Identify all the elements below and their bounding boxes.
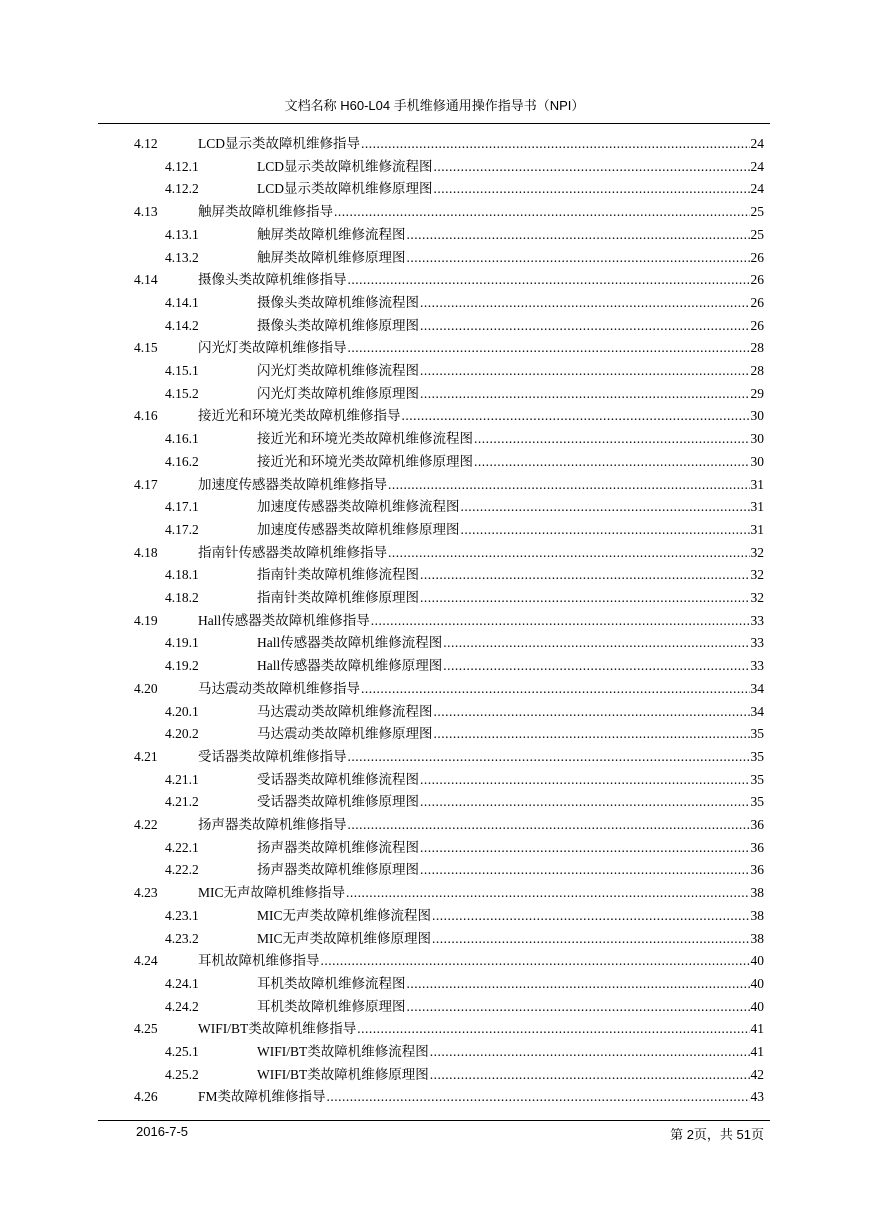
toc-entry-title: 加速度传感器类故障机维修指导 (198, 476, 387, 492)
toc-entry[interactable] (165, 996, 764, 1018)
toc-entry-page: 25 (750, 226, 764, 242)
toc-entry[interactable] (134, 269, 764, 291)
toc-entry-number: 4.16 (134, 408, 158, 424)
toc-dot-leader (430, 1064, 750, 1086)
toc-entry-title: 耳机故障机维修指导 (198, 953, 320, 969)
toc-entry-number: 4.16.1 (165, 431, 199, 447)
toc-entry-number: 4.20.2 (165, 726, 199, 742)
toc-entry-number: 4.19 (134, 612, 158, 628)
toc-entry-number: 4.22.2 (165, 862, 199, 878)
toc-entry-page: 35 (750, 726, 764, 742)
toc-entry-number: 4.16.2 (165, 453, 199, 469)
toc-entry-page: 30 (750, 453, 764, 469)
toc-entry-page: 28 (750, 363, 764, 378)
toc-entry-title: Hall传感器类故障机维修流程图 (257, 635, 443, 651)
toc-dot-leader (432, 928, 749, 950)
toc-dot-leader (420, 564, 750, 586)
toc-entry-title: 扬声器类故障机维修指导 (198, 817, 347, 832)
toc-entry-title: 马达震动类故障机维修指导 (198, 680, 360, 696)
toc-entry-number: 4.23.2 (165, 930, 199, 946)
toc-entry-title: 指南针类故障机维修原理图 (257, 590, 419, 605)
toc-entry-number: 4.14.2 (165, 317, 199, 333)
toc-entry[interactable] (165, 519, 764, 541)
toc-entry-title: 接近光和环境光类故障机维修流程图 (257, 431, 473, 447)
toc-entry-number: 4.19.1 (165, 635, 199, 651)
toc-entry-title: 接近光和环境光类故障机维修原理图 (257, 453, 473, 469)
toc-dot-leader (420, 360, 750, 382)
toc-dot-leader (361, 678, 750, 700)
toc-entry[interactable] (165, 428, 764, 450)
toc-dot-leader (348, 746, 750, 768)
toc-entry-page: 30 (750, 408, 764, 424)
toc-entry-page: 40 (750, 998, 764, 1014)
toc-entry-number: 4.14.1 (165, 294, 199, 310)
toc-entry[interactable] (165, 292, 764, 314)
toc-entry[interactable] (165, 973, 764, 995)
toc-entry[interactable] (134, 405, 764, 427)
toc-entry-page: 33 (750, 612, 764, 628)
toc-dot-leader (407, 973, 750, 995)
toc-dot-leader (334, 201, 750, 223)
toc-dot-leader (420, 837, 750, 859)
toc-entry-page: 42 (750, 1066, 764, 1082)
toc-entry-number: 4.18.2 (165, 590, 199, 605)
toc-dot-leader (361, 133, 750, 155)
toc-dot-leader (434, 156, 750, 178)
toc-entry-number: 4.15.1 (165, 363, 199, 378)
toc-entry[interactable] (165, 315, 764, 337)
toc-dot-leader (348, 269, 750, 291)
toc-entry-title: WIFI/BT类故障机维修流程图 (257, 1044, 429, 1059)
footer-date: 2016-7-5 (136, 1124, 189, 1139)
toc-entry[interactable] (165, 587, 764, 609)
toc-entry-page: 32 (750, 590, 764, 605)
toc-entry-title: 耳机类故障机维修流程图 (257, 975, 406, 991)
toc-entry[interactable] (134, 950, 764, 972)
toc-entry-page: 32 (750, 544, 764, 560)
toc-entry-page: 36 (750, 839, 764, 855)
toc-dot-leader (434, 701, 750, 723)
document-header-title: 文档名称 H60-L04 手机维修通用操作指导书（NPI） (284, 98, 585, 113)
toc-dot-leader (348, 337, 750, 359)
toc-dot-leader (443, 632, 749, 654)
toc-entry-title: 摄像头类故障机维修流程图 (257, 294, 419, 310)
toc-dot-leader (420, 383, 750, 405)
toc-entry[interactable] (134, 814, 764, 836)
toc-entry[interactable] (134, 678, 764, 700)
toc-entry-title: 加速度传感器类故障机维修原理图 (257, 521, 460, 537)
toc-entry[interactable] (134, 882, 764, 904)
toc-dot-leader (420, 292, 750, 314)
toc-entry[interactable] (165, 360, 764, 382)
toc-dot-leader (420, 859, 750, 881)
toc-entry[interactable] (134, 610, 764, 632)
toc-entry-number: 4.26 (134, 1089, 158, 1105)
toc-entry-number: 4.20 (134, 680, 158, 696)
toc-entry[interactable] (134, 542, 764, 564)
toc-entry-page: 33 (750, 658, 764, 674)
toc-dot-leader (348, 814, 750, 836)
toc-dot-leader (327, 1086, 750, 1108)
toc-entry-title: LCD显示类故障机维修流程图 (257, 158, 433, 174)
toc-entry-title: WIFI/BT类故障机维修原理图 (257, 1066, 429, 1082)
toc-dot-leader (402, 405, 750, 427)
toc-dot-leader (461, 496, 750, 518)
toc-entry-page: 38 (750, 885, 764, 901)
toc-entry[interactable] (165, 383, 764, 405)
toc-entry-page: 35 (750, 771, 764, 787)
toc-entry-page: 36 (750, 817, 764, 832)
toc-dot-leader (388, 474, 750, 496)
toc-entry[interactable] (165, 632, 764, 654)
toc-entry[interactable] (165, 564, 764, 586)
toc-entry[interactable] (134, 133, 764, 155)
toc-dot-leader (407, 224, 750, 246)
toc-entry[interactable] (165, 723, 764, 745)
toc-entry[interactable] (134, 746, 764, 768)
toc-entry-title: 指南针传感器类故障机维修指导 (198, 544, 387, 560)
toc-dot-leader (432, 905, 749, 927)
toc-entry-number: 4.14 (134, 272, 158, 288)
toc-entry-title: LCD显示类故障机维修原理图 (257, 181, 433, 197)
toc-dot-leader (461, 519, 750, 541)
toc-entry[interactable] (165, 247, 764, 269)
header-divider (98, 123, 770, 124)
toc-dot-leader (420, 315, 750, 337)
toc-entry[interactable] (165, 769, 764, 791)
toc-entry[interactable] (165, 701, 764, 723)
toc-entry-page: 40 (750, 953, 764, 969)
toc-dot-leader (407, 247, 750, 269)
toc-dot-leader (420, 791, 750, 813)
toc-entry[interactable] (165, 791, 764, 813)
toc-dot-leader (430, 1041, 750, 1063)
toc-entry-page: 26 (750, 249, 764, 265)
toc-entry-page: 30 (750, 431, 764, 447)
toc-entry-number: 4.23.1 (165, 907, 199, 923)
toc-entry-page: 31 (750, 476, 764, 492)
toc-entry[interactable] (165, 655, 764, 677)
toc-entry-page: 41 (750, 1044, 764, 1059)
toc-entry-title: LCD显示类故障机维修指导 (198, 136, 360, 151)
toc-entry-title: 闪光灯类故障机维修流程图 (257, 363, 419, 378)
toc-entry-title: 闪光灯类故障机维修指导 (198, 340, 347, 356)
toc-entry-number: 4.21 (134, 748, 158, 764)
toc-entry-number: 4.20.1 (165, 703, 199, 719)
toc-entry-page: 31 (750, 499, 764, 515)
toc-entry[interactable] (165, 178, 764, 200)
toc-entry[interactable] (165, 837, 764, 859)
toc-entry-title: MIC无声故障机维修指导 (198, 885, 346, 901)
toc-entry[interactable] (134, 474, 764, 496)
toc-entry-number: 4.18 (134, 544, 158, 560)
toc-dot-leader (371, 610, 750, 632)
toc-entry[interactable] (165, 156, 764, 178)
toc-entry-number: 4.25.2 (165, 1066, 199, 1082)
toc-entry-number: 4.24.1 (165, 975, 199, 991)
toc-entry-title: FM类故障机维修指导 (198, 1089, 326, 1105)
toc-entry-page: 41 (750, 1021, 764, 1037)
toc-entry-number: 4.13.2 (165, 249, 199, 265)
toc-dot-leader (321, 950, 750, 972)
toc-entry-page: 24 (750, 158, 764, 174)
toc-entry[interactable] (134, 201, 764, 223)
toc-entry-title: MIC无声类故障机维修原理图 (257, 930, 432, 946)
toc-entry-number: 4.13 (134, 204, 158, 220)
toc-dot-leader (420, 587, 750, 609)
toc-dot-leader (474, 451, 750, 473)
toc-entry-number: 4.22 (134, 817, 158, 832)
toc-entry-number: 4.25 (134, 1021, 158, 1037)
footer-page-info: 第 2页，共 51页 (670, 1127, 764, 1142)
toc-entry-number: 4.12.2 (165, 181, 199, 197)
toc-dot-leader (474, 428, 750, 450)
toc-entry[interactable] (165, 1064, 764, 1086)
toc-entry-title: 接近光和环境光类故障机维修指导 (198, 408, 401, 424)
toc-entry[interactable] (165, 928, 764, 950)
footer-divider (98, 1120, 770, 1121)
toc-entry-title: 受话器类故障机维修原理图 (257, 794, 419, 810)
toc-entry-title: 扬声器类故障机维修流程图 (257, 839, 419, 855)
toc-entry[interactable] (134, 1086, 764, 1108)
toc-entry-page: 34 (750, 703, 764, 719)
toc-entry-number: 4.19.2 (165, 658, 199, 674)
toc-entry-number: 4.21.2 (165, 794, 199, 810)
toc-entry-page: 29 (750, 385, 764, 401)
toc-entry-page: 28 (750, 340, 764, 356)
toc-entry-title: MIC无声类故障机维修流程图 (257, 907, 432, 923)
toc-entry-title: 加速度传感器类故障机维修流程图 (257, 499, 460, 515)
toc-entry-title: 触屏类故障机维修原理图 (257, 249, 406, 265)
toc-entry-page: 38 (750, 930, 764, 946)
toc-entry-title: WIFI/BT类故障机维修指导 (198, 1021, 357, 1037)
toc-entry-page: 25 (750, 204, 764, 220)
toc-entry-page: 32 (750, 567, 764, 583)
toc-dot-leader (357, 1018, 749, 1040)
toc-dot-leader (434, 723, 750, 745)
toc-dot-leader (407, 996, 750, 1018)
toc-entry-title: Hall传感器类故障机维修原理图 (257, 658, 443, 674)
toc-entry-number: 4.15.2 (165, 385, 199, 401)
toc-entry[interactable] (165, 905, 764, 927)
toc-entry-number: 4.22.1 (165, 839, 199, 855)
toc-dot-leader (443, 655, 749, 677)
toc-entry-title: 触屏类故障机维修流程图 (257, 226, 406, 242)
toc-entry-number: 4.23 (134, 885, 158, 901)
toc-entry-title: 马达震动类故障机维修流程图 (257, 703, 433, 719)
toc-entry-number: 4.24.2 (165, 998, 199, 1014)
toc-dot-leader (388, 542, 750, 564)
toc-entry-page: 26 (750, 272, 764, 288)
toc-entry-page: 26 (750, 294, 764, 310)
toc-entry-title: 指南针类故障机维修流程图 (257, 567, 419, 583)
toc-entry-title: 马达震动类故障机维修原理图 (257, 726, 433, 742)
toc-entry[interactable] (165, 224, 764, 246)
toc-entry-number: 4.21.1 (165, 771, 199, 787)
toc-entry[interactable] (134, 337, 764, 359)
toc-entry-title: Hall传感器类故障机维修指导 (198, 612, 370, 628)
toc-entry-title: 受话器类故障机维修流程图 (257, 771, 419, 787)
toc-entry-number: 4.25.1 (165, 1044, 199, 1059)
toc-dot-leader (346, 882, 749, 904)
toc-entry-number: 4.17.1 (165, 499, 199, 515)
toc-entry-page: 26 (750, 317, 764, 333)
toc-entry-title: 触屏类故障机维修指导 (198, 204, 333, 220)
toc-entry-title: 摄像头类故障机维修原理图 (257, 317, 419, 333)
toc-entry-number: 4.13.1 (165, 226, 199, 242)
toc-entry-page: 40 (750, 975, 764, 991)
toc-entry-page: 38 (750, 907, 764, 923)
toc-dot-leader (434, 178, 750, 200)
toc-entry-title: 扬声器类故障机维修原理图 (257, 862, 419, 878)
toc-entry[interactable] (134, 1018, 764, 1040)
toc-entry-page: 35 (750, 794, 764, 810)
toc-entry-number: 4.15 (134, 340, 158, 356)
toc-entry[interactable] (165, 451, 764, 473)
toc-entry-page: 35 (750, 748, 764, 764)
toc-entry[interactable] (165, 496, 764, 518)
toc-entry-page: 43 (750, 1089, 764, 1105)
toc-entry-page: 24 (750, 181, 764, 197)
toc-entry[interactable] (165, 859, 764, 881)
toc-entry-number: 4.17.2 (165, 521, 199, 537)
toc-entry-number: 4.12.1 (165, 158, 199, 174)
toc-entry-title: 闪光灯类故障机维修原理图 (257, 385, 419, 401)
toc-entry[interactable] (165, 1041, 764, 1063)
toc-entry-title: 受话器类故障机维修指导 (198, 748, 347, 764)
toc-entry-number: 4.17 (134, 476, 158, 492)
toc-entry-page: 34 (750, 680, 764, 696)
toc-entry-title: 耳机类故障机维修原理图 (257, 998, 406, 1014)
toc-entry-number: 4.24 (134, 953, 158, 969)
toc-entry-page: 31 (750, 521, 764, 537)
toc-entry-number: 4.12 (134, 136, 158, 151)
toc-entry-title: 摄像头类故障机维修指导 (198, 272, 347, 288)
toc-entry-page: 36 (750, 862, 764, 878)
toc-dot-leader (420, 769, 750, 791)
toc-entry-page: 33 (750, 635, 764, 651)
toc-entry-page: 24 (750, 136, 764, 151)
toc-entry-number: 4.18.1 (165, 567, 199, 583)
